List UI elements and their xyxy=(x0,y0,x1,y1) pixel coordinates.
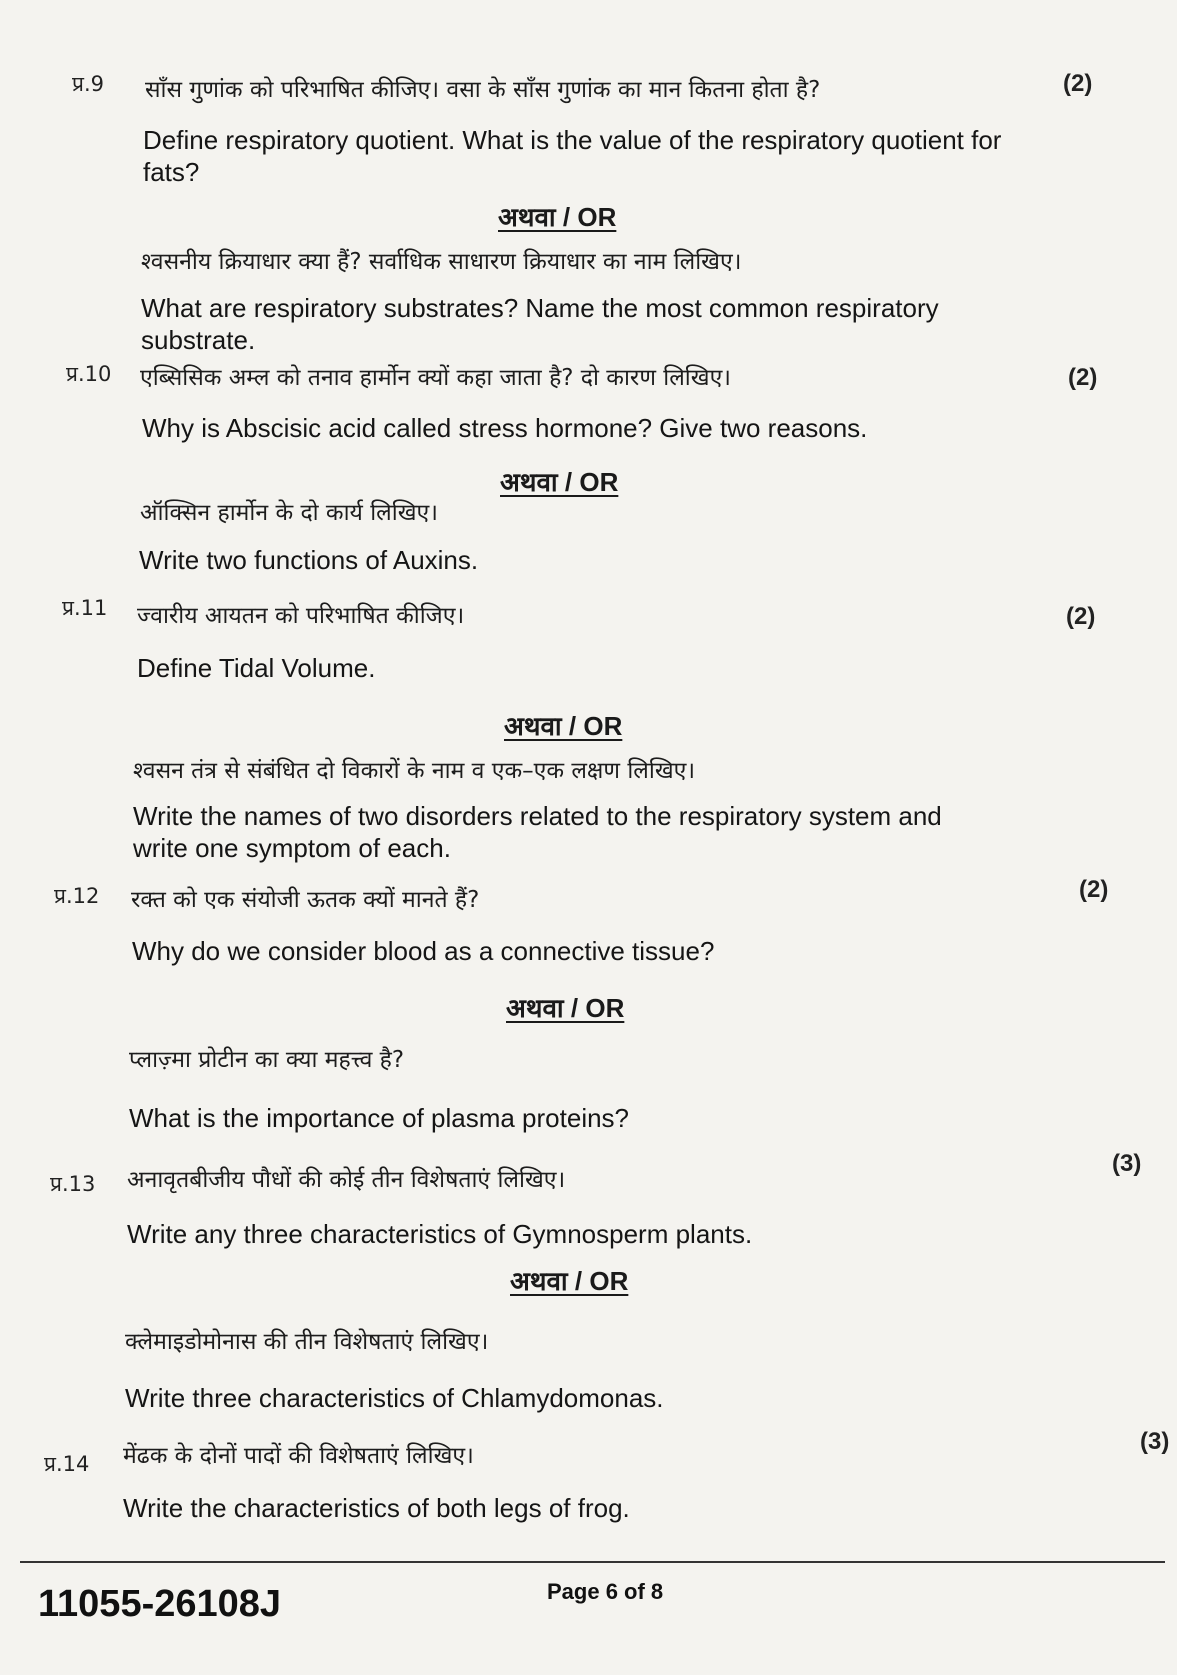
question-text-english: Define Tidal Volume. xyxy=(137,653,376,683)
question-number: प्र.12 xyxy=(54,884,100,908)
question-marks: (2) xyxy=(1068,364,1098,391)
alternative-text-english: Write the names of two disorders related to the respiratory system and write one symptom of each. xyxy=(133,801,942,863)
question-text-hindi: साँस गुणांक को परिभाषित कीजिए। वसा के साँस गुणांक का मान कितना होता है? xyxy=(145,77,821,103)
page-number: Page 6 of 8 xyxy=(547,1579,664,1604)
question-marks: (2) xyxy=(1079,876,1109,903)
alternative-text-hindi: श्वसनीय क्रियाधार क्या हैं? सर्वाधिक साधारण क्रियाधार का नाम लिखिए। xyxy=(141,249,742,275)
question-text-hindi: अनावृतबीजीय पौधों की कोई तीन विशेषताएं लिखिए। xyxy=(127,1167,566,1193)
question-text-hindi: एब्सिसिक अम्ल को तनाव हार्मोन क्यों कहा जाता है? दो कारण लिखिए। xyxy=(140,365,732,391)
alternative-text-english: Write three characteristics of Chlamydomonas. xyxy=(125,1383,664,1413)
footer-divider xyxy=(20,1561,1165,1563)
question-text-english: Write any three characteristics of Gymnosperm plants. xyxy=(127,1219,753,1249)
or-separator: अथवा / OR xyxy=(500,467,619,497)
or-separator: अथवा / OR xyxy=(504,711,623,741)
question-number: प्र.9 xyxy=(72,72,104,96)
question-number: प्र.14 xyxy=(44,1452,90,1476)
question-number: प्र.10 xyxy=(66,362,112,386)
paper-code: 11055-26108J xyxy=(38,1583,282,1625)
question-text-hindi: रक्त को एक संयोजी ऊतक क्यों मानते हैं? xyxy=(131,887,480,913)
question-marks: (2) xyxy=(1063,70,1093,97)
or-separator: अथवा / OR xyxy=(506,993,625,1023)
or-separator: अथवा / OR xyxy=(498,202,617,232)
alternative-text-hindi: क्लेमाइडोमोनास की तीन विशेषताएं लिखिए। xyxy=(125,1329,489,1355)
question-marks: (3) xyxy=(1140,1428,1170,1455)
question-text-hindi: मेंढक के दोनों पादों की विशेषताएं लिखिए। xyxy=(123,1443,474,1469)
question-text-english: Define respiratory quotient. What is the value of the respiratory quotient for fats? xyxy=(143,125,1002,187)
alternative-text-english: What are respiratory substrates? Name the most common respiratory substrate. xyxy=(141,293,939,355)
question-marks: (3) xyxy=(1112,1150,1142,1177)
or-separator: अथवा / OR xyxy=(510,1266,629,1296)
question-text-hindi: ज्वारीय आयतन को परिभाषित कीजिए। xyxy=(137,603,465,629)
alternative-text-hindi: ऑक्सिन हार्मोन के दो कार्य लिखिए। xyxy=(140,500,438,526)
question-text-english: Why do we consider blood as a connective tissue? xyxy=(132,936,715,966)
question-text-english: Why is Abscisic acid called stress hormone? Give two reasons. xyxy=(142,413,868,443)
alternative-text-hindi: प्लाज़्मा प्रोटीन का क्या महत्त्व है? xyxy=(129,1047,405,1073)
question-number: प्र.11 xyxy=(62,596,108,620)
question-number: प्र.13 xyxy=(50,1172,96,1196)
question-marks: (2) xyxy=(1066,603,1096,630)
question-text-english: Write the characteristics of both legs of frog. xyxy=(123,1493,630,1523)
alternative-text-hindi: श्वसन तंत्र से संबंधित दो विकारों के नाम व एक–एक लक्षण लिखिए। xyxy=(133,758,696,784)
alternative-text-english: Write two functions of Auxins. xyxy=(139,545,479,575)
alternative-text-english: What is the importance of plasma proteins? xyxy=(129,1103,630,1133)
